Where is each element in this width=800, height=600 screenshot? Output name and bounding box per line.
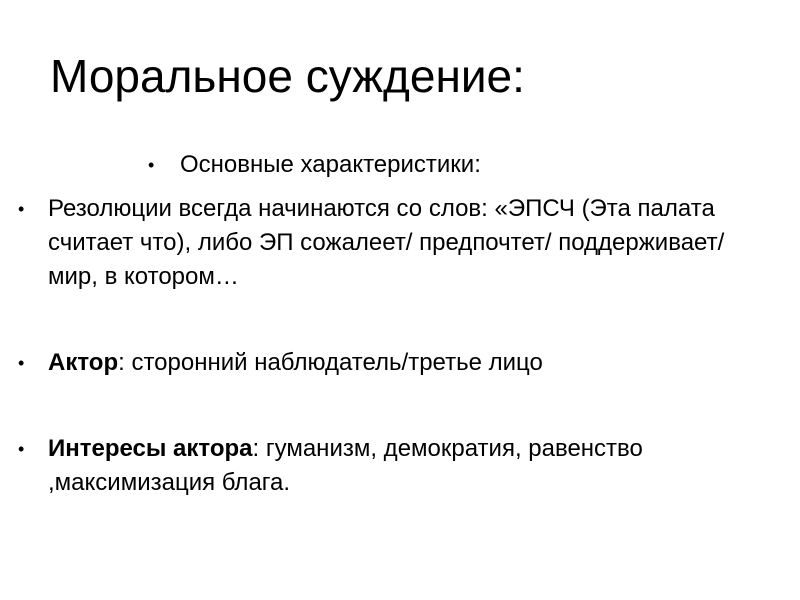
bullet-list: [18, 192, 778, 500]
bullet-item-actor: [18, 346, 778, 380]
bullet-icon: •: [18, 199, 25, 219]
bullet-text: : сторонний наблюдатель/третье лицо: [118, 349, 543, 376]
subheading: [150, 150, 481, 180]
bullet-text: Резолюции всегда начинаются со слов: «ЭПСЧ (Эта палата считает что), либо ЭП сожалеет/ предпочтет/ поддерживает/ мир, в котором…: [48, 195, 725, 290]
bullet-icon: •: [148, 155, 155, 175]
bullet-item-actor-interests: [18, 432, 778, 500]
bullet-icon: •: [18, 353, 25, 373]
bullet-bold-label: Интересы актора: [48, 435, 253, 462]
subheading-text: Основные характеристики:: [180, 151, 481, 178]
slide-title: Моральное суждение:: [50, 50, 525, 102]
bullet-bold-label: Актор: [48, 349, 119, 376]
bullet-text: : гуманизм, демократия, равенство ,максимизация блага.: [48, 435, 643, 496]
bullet-item-resolutions: [18, 192, 778, 294]
bullet-icon: •: [18, 439, 25, 459]
